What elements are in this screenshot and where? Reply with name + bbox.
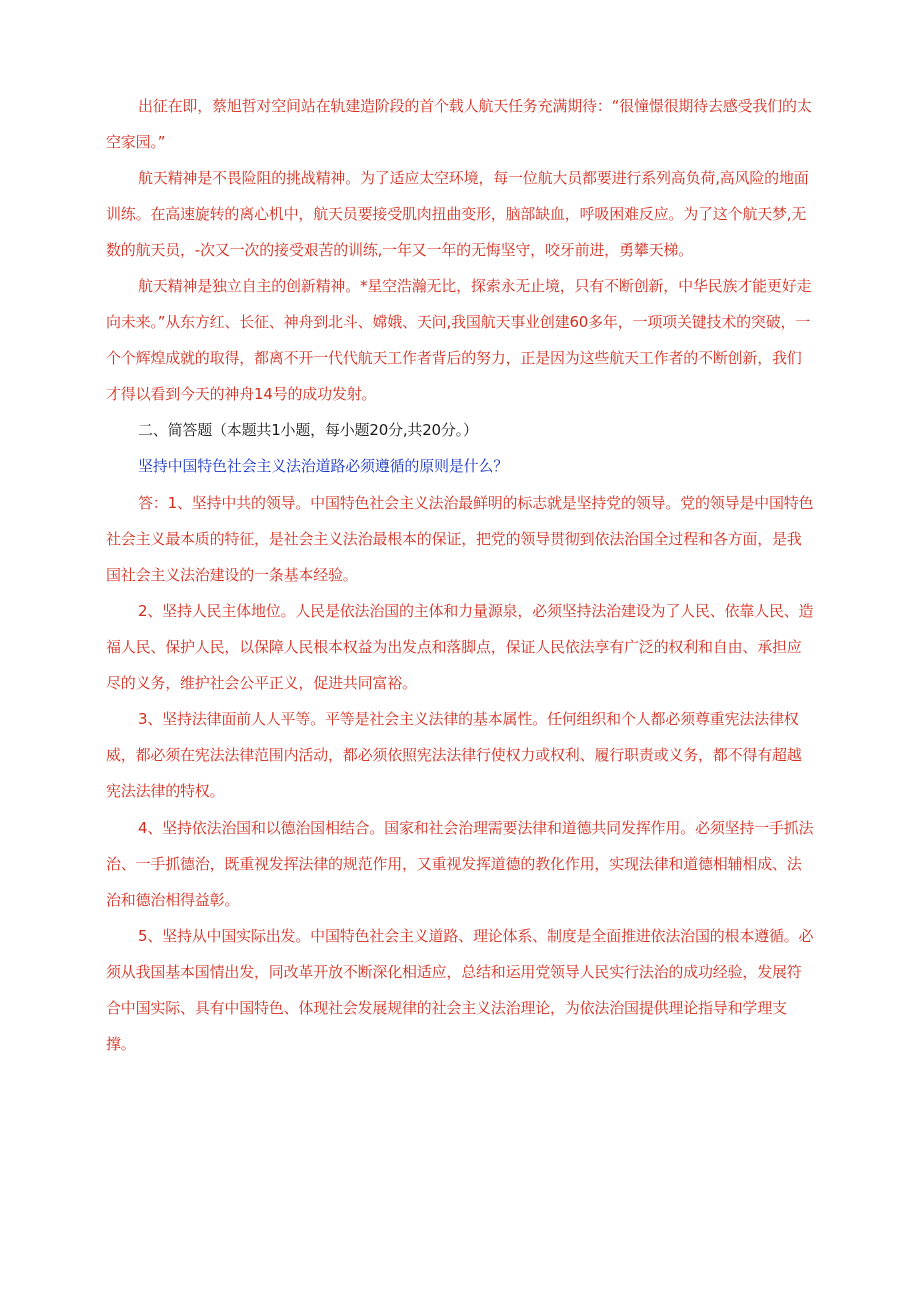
paragraph-innovation-spirit: 航天精神是独立自主的创新精神。*星空浩瀚无比，探索永无止境，只有不断创新，中华民族才能更好走向未来。”从东方红、长征、神舟到北斗、嫦娥、天问,我国航天事业创建60多年，一项项关键技术的突破，一个个辉煌成就的取得，都离不开一代代航天工作者背后的努力，正是因为这些航天工作者的不断创新，我们才得以看到今天的神舟14号的成功发射。: [106, 277, 812, 403]
question-text: 坚持中国特色社会主义法治道路必须遵循的原则是什么？: [138, 457, 509, 475]
answer-item-2: 2、坚持人民主体地位。人民是依法治国的主体和力量源泉，必须坚持法治建设为了人民、依靠人民、造福人民、保护人民，以保障人民根本权益为出发点和落脚点，保证人民依法享有广泛的权利和自由、承担应尽的义务，维护社会公平正义，促进共同富裕。: [106, 602, 814, 692]
answer-item-1: 答：1、坚持中共的领导。中国特色社会主义法治最鲜明的标志就是坚持党的领导。党的领导是中国特色社会主义最本质的特征，是社会主义法治最根本的保证，把党的领导贯彻到依法治国全过程和各方面，是我国社会主义法治建设的一条基本经验。: [106, 494, 814, 584]
answer-item-4: 4、坚持依法治国和以德治国相结合。国家和社会治理需要法律和道德共同发挥作用。必须坚持一手抓法治、一手抓德治，既重视发挥法律的规范作用，又重视发挥道德的教化作用，实现法律和道德相辅相成、法治和德治相得益彰。: [106, 819, 814, 909]
paragraph-challenge-spirit: 航天精神是不畏险阻的挑战精神。为了适应太空环境，每一位航大员都要进行系列高负荷,高风险的地面训练。在高速旋转的离心机中，航天员要接受肌肉扭曲变形，脑部缺血，呼吸困难反应。为了这个航天梦,无数的航天员，-次又一次的接受艰苦的训练,一年又一年的无悔坚守，咬牙前进，勇攀天梯。: [106, 169, 809, 259]
section-heading: 二、简答题（本题共1小题，每小题20分,共20分。）: [138, 421, 478, 439]
answer-item-3: 3、坚持法律面前人人平等。平等是社会主义法律的基本属性。任何组织和个人都必须尊重宪法法律权威，都必须在宪法法律范围内活动，都必须依照宪法法律行使权力或权利、履行职责或义务，都不得有超越宪法法律的特权。: [106, 710, 802, 800]
paragraph-caixuzhe-quote: 出征在即，蔡旭哲对空间站在轨建造阶段的首个载人航天任务充满期待：“很憧憬很期待去感受我们的太空家园。”: [106, 97, 812, 151]
answer-item-5: 5、坚持从中国实际出发。中国特色社会主义道路、理论体系、制度是全面推进依法治国的根本遵循。必须从我国基本国情出发，同改革开放不断深化相适应，总结和运用党领导人民实行法治的成功经验，发展符合中国实际、具有中国特色、体现社会发展规律的社会主义法治理论，为依法治国提供理论指导和学理支撑。: [106, 927, 814, 1053]
